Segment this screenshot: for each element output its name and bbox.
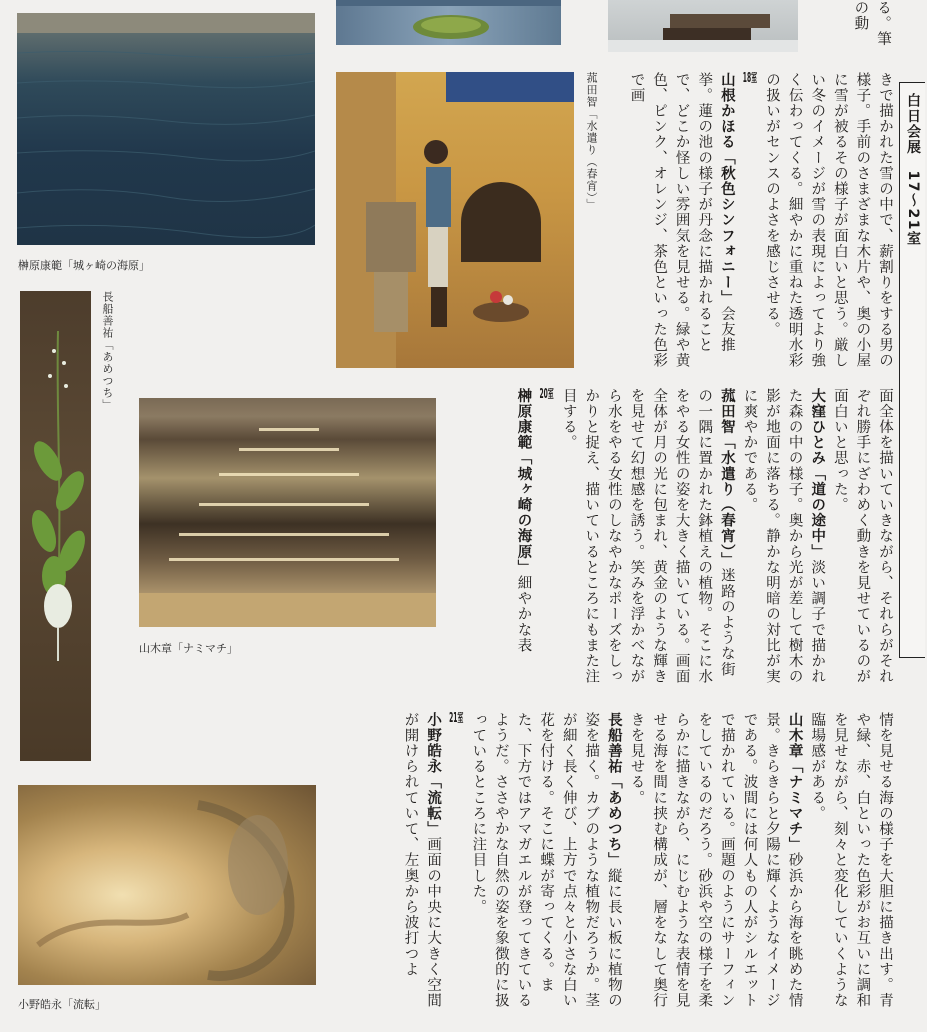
komoda-title: 菰田智「水遣り（春宵）」	[718, 388, 735, 568]
amezuchi-caption: 長船善祐「あめつち」	[101, 291, 114, 411]
ono-body: 画面の中央に大きく空間が開けられていて、左奥から波打つよ	[402, 712, 442, 1009]
yamaki-title: 山木章「ナミマチ」	[786, 712, 803, 853]
ryuten-forms	[18, 785, 316, 985]
amezuchi-painting	[20, 291, 91, 761]
namimachi-caption: 山木章「ナミマチ」	[139, 642, 238, 655]
sea-caption: 榊原康範「城ヶ崎の海原」	[18, 259, 150, 272]
ono-title: 小野皓永「流転」	[425, 712, 442, 837]
lower-paragraph-1: 情を見せる海の様子を大胆に描き出す。青や緑、赤、白といった色彩がお互いに調和を見せながら、刻々と変化していくような臨場感がある。	[809, 712, 893, 1009]
lower-article-block	[346, 712, 896, 1014]
okubo-body: 淡い調子で描かれた森の中の様子。奥から光が差して樹木の影が地面に落ちる。静かな明暗の対比が実に爽やかである。	[741, 388, 826, 685]
middle-article-block	[466, 388, 896, 688]
top-right-text-fragment: る。筆の動	[852, 0, 891, 47]
sakakibara-title: 榊原康範「城ヶ崎の海原」	[515, 388, 532, 576]
room-21-heading: 21室	[449, 712, 464, 725]
lily-pad-illustration	[336, 0, 561, 45]
ryuten-painting	[18, 785, 316, 985]
namimachi-painting	[139, 398, 436, 627]
yamaki-body: 砂浜から海を眺めた情景。きらきらと夕陽に輝くようなイメージである。波間には何人もの人がシルエットで描かれている。画題のようにサーフィンをしているのだろう。砂浜や空の様子を柔らかに描きながら、にじむような表情を見せる海を間に挟む構成が、層をなして奥行きを見せる。	[628, 712, 803, 1009]
section-tab-label: 白日会展 17〜21室	[905, 93, 921, 247]
snow-woodpile-illustration	[608, 0, 798, 52]
middle-paragraph-1: 面全体を描いていきながら、それらがそれぞれ勝手にざわめく動きを見せているのが面白いと思った。	[831, 388, 893, 685]
yamane-body: 会友推挙。蓮の池の様子が丹念に描かれることで、どこか怪しい雰囲気を見せる。緑や黄色、ピンク、オレンジ、茶色といった色彩で画	[628, 72, 735, 369]
upper-paragraph-1: きで描かれた雪の中で、薪割りをする男の様子。手前のさまざまな木片や、奥の小屋に雪が被るその様子が面白いと思う。厳しい冬のイメージが雪の表現によってより強く伝わってくる。細やかに重ねた透明水彩の扱いがセンスのよさを感じさせる。	[764, 72, 893, 369]
sea-sunset-glitter	[139, 398, 436, 627]
upper-article-block	[614, 72, 896, 378]
top-right-image-fragment	[608, 0, 798, 52]
sakakibara-body: 細やかな表	[515, 575, 532, 654]
yamane-title: 山根かほる「秋色シンフォニー」	[718, 72, 735, 306]
turnip-plant	[20, 291, 91, 761]
mizuyari-painting	[336, 72, 574, 368]
ryuten-caption: 小野皓永「流転」	[18, 998, 106, 1011]
top-center-image-fragment	[336, 0, 561, 45]
osafune-body: 縦に長い板に植物の姿を描く。カブのような植物だろうか。茎が細く長く伸び、上方で点々と小さな白い花を付ける。そこに蝶が寄ってくる。また、下方ではアマガエルが登ってきているようだ。ささやかな自然の姿を象徴的に扱っているところに注目した。	[470, 712, 622, 1009]
osafune-title: 長船善祐「あめつち」	[605, 712, 622, 868]
sea-waves	[17, 13, 315, 245]
okubo-title: 大窪ひとみ「道の途中」	[809, 388, 826, 560]
komoda-body: 迷路のような街の一隅に置かれた鉢植えの植物。そこに水をやる女性の姿を大きく描いている。画面全体が月の光に包まれ、黄金のような輝きを見せて幻想感を誘う。笑みを浮かべながら水をやる女性のしなやかなポーズをしっかりと捉え、描いているところにもまた注目する。	[560, 388, 735, 685]
sea-painting	[17, 13, 315, 245]
room-20-heading: 20室	[539, 388, 554, 401]
section-tab	[899, 82, 925, 658]
mizuyari-scene	[336, 72, 574, 368]
mizuyari-caption: 菰田智「水遣り（春宵）」	[585, 72, 598, 211]
room-18-heading: 18室	[742, 72, 758, 85]
